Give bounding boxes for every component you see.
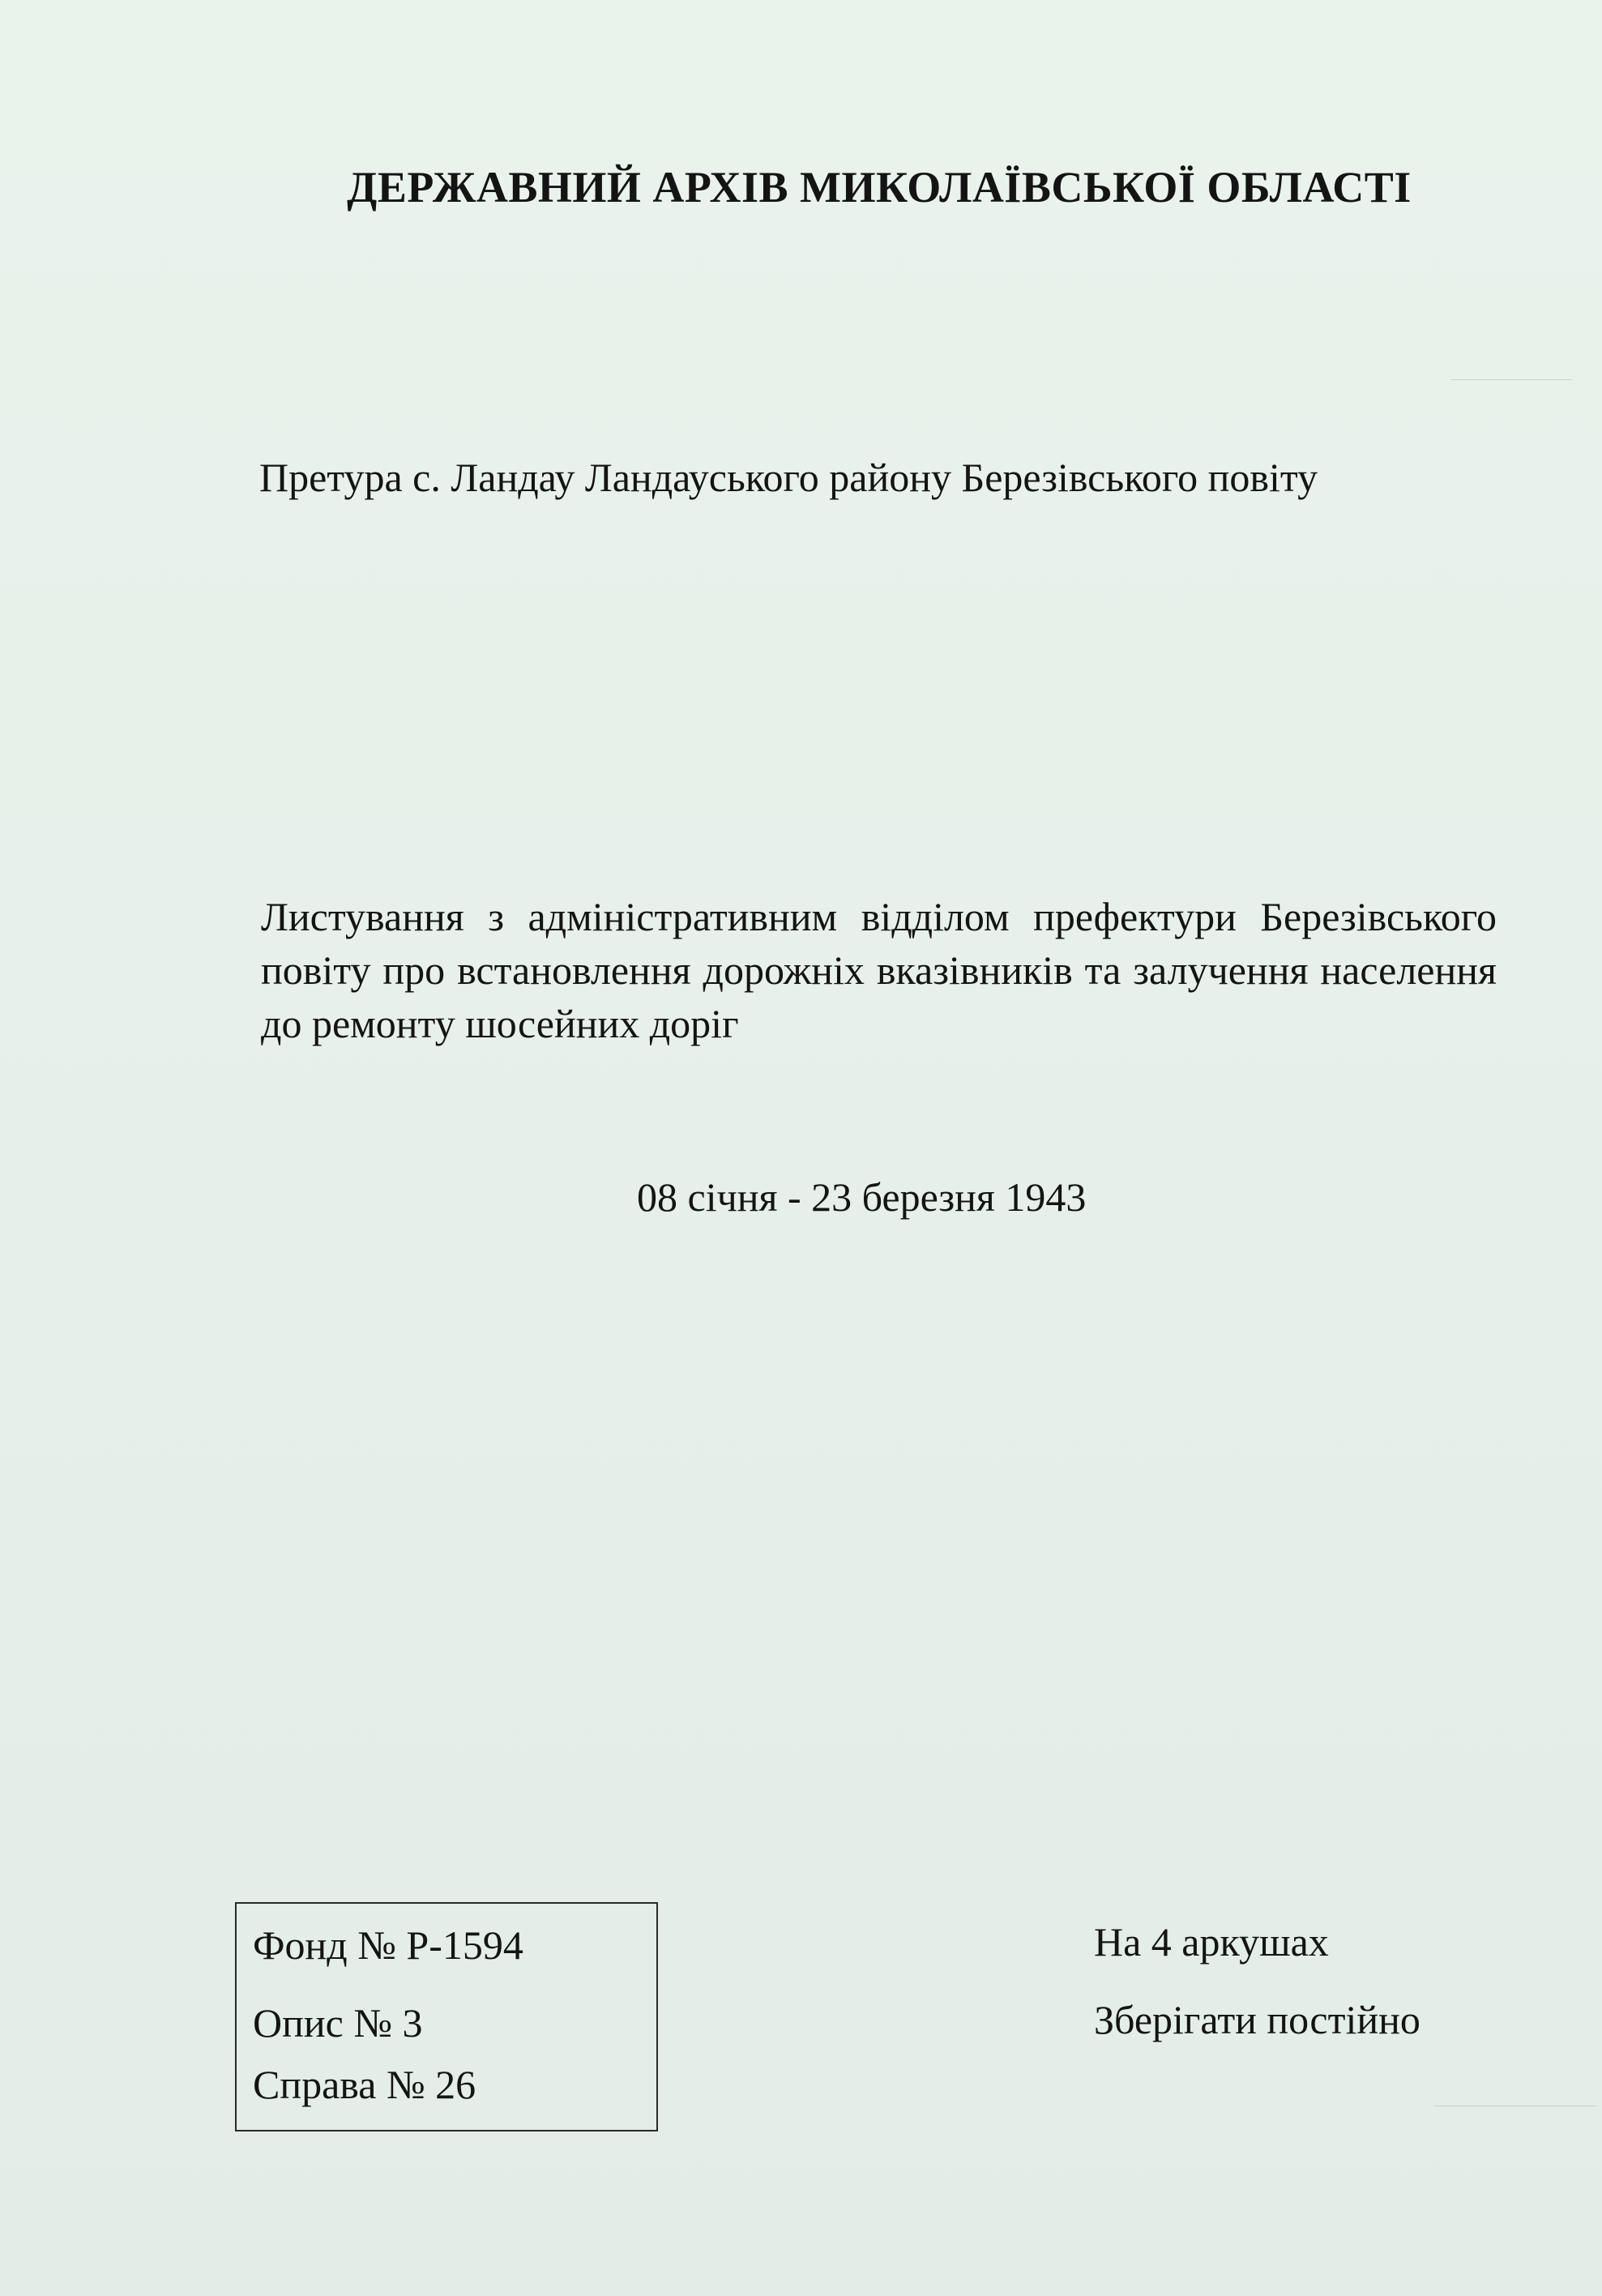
sheet-count: На 4 аркушах — [1094, 1919, 1329, 1965]
fund-info-box — [235, 1902, 658, 2131]
paper-edge-mark — [1450, 379, 1572, 380]
inventory-number: Опис № 3 — [253, 2000, 423, 2046]
retention-note: Зберігати постійно — [1094, 1997, 1420, 2042]
archive-title: ДЕРЖАВНИЙ АРХІВ МИКОЛАЇВСЬКОЇ ОБЛАСТІ — [347, 163, 1412, 212]
file-description: Листування з адміністративним відділом префектури Березівського повіту про встановлення дорожніх вказівників та залучення населення до ремонту шосейних доріг — [261, 894, 1497, 1046]
date-range: 08 січня - 23 березня 1943 — [637, 1174, 1087, 1220]
fund-number: Фонд № Р-1594 — [253, 1922, 523, 1968]
institution-name: Претура с. Ландау Ландауського району Березівського повіту — [259, 455, 1318, 500]
file-number: Справа № 26 — [253, 2062, 476, 2107]
